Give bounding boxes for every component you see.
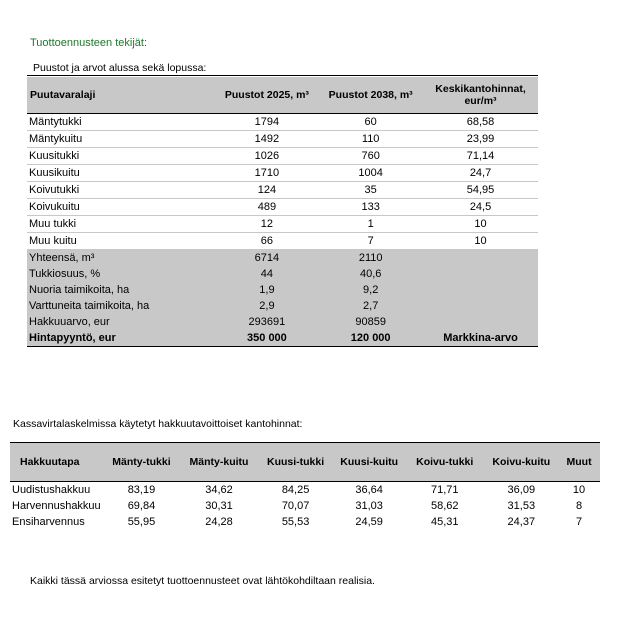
- table1-summary-row-value: [423, 250, 538, 267]
- table1-row-label: Kuusitukki: [27, 148, 216, 165]
- table1-row-value: 1710: [216, 165, 319, 182]
- table1-summary-row-value: 6714: [216, 250, 319, 267]
- table1-row-value: 760: [318, 148, 423, 165]
- table2-row-value: 36,09: [507, 484, 536, 496]
- table1-row-value: 24,7: [423, 165, 538, 182]
- table1-summary-row-label: Nuoria taimikoita, ha: [27, 282, 216, 298]
- table1-row: [27, 199, 538, 216]
- table1-summary-row-value: 350 000: [216, 330, 319, 347]
- table1-row-value: 133: [318, 199, 423, 216]
- table1-row-value: 54,95: [423, 182, 538, 199]
- table1-summary-row-value: [423, 282, 538, 298]
- table1-row-value: 1794: [216, 114, 319, 131]
- table1-row: [27, 182, 538, 199]
- table1-summary-row-value: 9,2: [318, 282, 423, 298]
- table1-row-value: 1492: [216, 131, 319, 148]
- table1-summary-row-value: [423, 266, 538, 282]
- table1-summary-row-value: 2110: [318, 250, 423, 267]
- table1-row: [27, 216, 538, 233]
- table1-header-cell: Puustot 2025, m³: [216, 77, 319, 114]
- table1-row-value: 110: [318, 131, 423, 148]
- table2-header-cell: Mänty-tukki: [103, 443, 181, 482]
- table2-row: [10, 498, 600, 514]
- table1-caption: Puustot ja arvot alussa sekä lopussa:: [33, 62, 207, 74]
- table1-summary-row: [27, 314, 538, 330]
- table2-row-value: 8: [575, 500, 583, 512]
- table1-row-value: 60: [318, 114, 423, 131]
- table2-header-cell: Kuusi-kuitu: [333, 443, 405, 482]
- table2-header-cell: Muut: [558, 443, 600, 482]
- table1-row-value: 24,5: [423, 199, 538, 216]
- table1-row-value: 12: [216, 216, 319, 233]
- table1-row-value: 489: [216, 199, 319, 216]
- table2-row-value: 55,53: [281, 516, 310, 528]
- table1-row-value: 1026: [216, 148, 319, 165]
- table2-row-value: 58,62: [430, 500, 459, 512]
- footer-note: Kaikki tässä arviossa esitetyt tuottoennusteet ovat lähtökohdiltaan realisia.: [30, 575, 375, 587]
- table1-row-value: 10: [423, 233, 538, 250]
- table2-row-value: 7: [575, 516, 583, 528]
- table1-summary-row-value: 40,6: [318, 266, 423, 282]
- stumpage-price-table: [10, 443, 600, 530]
- table1-summary-row-value: Markkina-arvo: [423, 330, 538, 347]
- table1-row: [27, 131, 538, 148]
- table1-summary-row-value: 44: [216, 266, 319, 282]
- table2-row-value: 36,64: [355, 484, 383, 496]
- table2-row: [10, 514, 600, 530]
- table2-header-cell: Koivu-kuitu: [485, 443, 559, 482]
- table2-header-row: [10, 443, 600, 482]
- table1-summary-row-value: 2,9: [216, 298, 319, 314]
- table1-summary-row: [27, 266, 538, 282]
- table2-row-value: 31,03: [355, 500, 383, 512]
- table1-summary-row-label: Varttuneita taimikoita, ha: [27, 298, 216, 314]
- table1-header-row: [27, 77, 538, 114]
- table1-header-cell: Puutavaralaji: [27, 77, 216, 114]
- table1-row-label: Mäntytukki: [27, 114, 216, 131]
- table1-row-label: Muu kuitu: [27, 233, 216, 250]
- table1-summary-row: [27, 298, 538, 314]
- table1-row: [27, 148, 538, 165]
- table1-row-value: 1004: [318, 165, 423, 182]
- table2-row: [10, 482, 600, 499]
- table2-row-value: 71,71: [430, 484, 459, 496]
- table1-row-value: 23,99: [423, 131, 538, 148]
- table1-row: [27, 114, 538, 131]
- table1-row-value: 10: [423, 216, 538, 233]
- table2-row-label: Ensiharvennus: [12, 516, 85, 528]
- table1-row: [27, 165, 538, 182]
- table1-row-value: 1: [318, 216, 423, 233]
- table1-row-label: Koivukuitu: [27, 199, 216, 216]
- table1-summary-row-value: 120 000: [318, 330, 423, 347]
- table2-row-value: 24,37: [507, 516, 536, 528]
- table1-row-value: 66: [216, 233, 319, 250]
- table1-summary-row: [27, 282, 538, 298]
- table1-summary-row-value: 1,9: [216, 282, 319, 298]
- table2-header-cell: Kuusi-tukki: [258, 443, 334, 482]
- table1-summary-row-value: 90859: [318, 314, 423, 330]
- table2-row-value: 83,19: [127, 484, 156, 496]
- table2-row-value: 24,59: [355, 516, 383, 528]
- table2-header-cell: Hakkuutapa: [10, 443, 103, 482]
- table2-row-label: Uudistushakkuu: [12, 484, 91, 496]
- table1-top-rule: [27, 75, 538, 76]
- table1-summary-row-value: [423, 298, 538, 314]
- table1-summary-row-value: 293691: [216, 314, 319, 330]
- table2-row-value: 31,53: [507, 500, 536, 512]
- table2-row-value: 34,62: [205, 484, 233, 496]
- table1-summary-row-label: Hintapyyntö, eur: [27, 330, 216, 347]
- stand-volume-table: [27, 77, 538, 347]
- table2-row-label: Harvennushakkuu: [12, 500, 101, 512]
- table1-row-value: 68,58: [423, 114, 538, 131]
- table1-row-label: Kuusikuitu: [27, 165, 216, 182]
- table2-row-value: 24,28: [205, 516, 233, 528]
- table1-summary-row: [27, 330, 538, 347]
- table1-row-label: Koivutukki: [27, 182, 216, 199]
- table1-row-label: Mäntykuitu: [27, 131, 216, 148]
- table1-row-label: Muu tukki: [27, 216, 216, 233]
- table1-row-value: 35: [318, 182, 423, 199]
- table2-caption: Kassavirtalaskelmissa käytetyt hakkuutavoittoiset kantohinnat:: [13, 418, 303, 430]
- section-heading: Tuottoennusteen tekijät:: [30, 37, 148, 49]
- table1-row-value: 71,14: [423, 148, 538, 165]
- table1-summary-row-value: [423, 314, 538, 330]
- table2-header-cell: Mänty-kuitu: [180, 443, 258, 482]
- table2-header-cell: Koivu-tukki: [405, 443, 485, 482]
- table1-header-cell: Keskikantohinnat, eur/m³: [423, 77, 538, 114]
- table1-header-cell: Puustot 2038, m³: [318, 77, 423, 114]
- table1-summary-row: [27, 250, 538, 267]
- table1-row: [27, 233, 538, 250]
- table1-summary-row-label: Tukkiosuus, %: [27, 266, 216, 282]
- table2-row-value: 55,95: [127, 516, 156, 528]
- table2-row-value: 70,07: [281, 500, 310, 512]
- table2-row-value: 30,31: [205, 500, 233, 512]
- table2-row-value: 10: [572, 484, 586, 496]
- table1-row-value: 124: [216, 182, 319, 199]
- table2-row-value: 84,25: [281, 484, 310, 496]
- table2-row-value: 69,84: [127, 500, 156, 512]
- table1-summary-row-label: Hakkuuarvo, eur: [27, 314, 216, 330]
- table2-row-value: 45,31: [430, 516, 459, 528]
- table1-summary-row-value: 2,7: [318, 298, 423, 314]
- table1-summary-row-label: Yhteensä, m³: [27, 250, 216, 267]
- table1-row-value: 7: [318, 233, 423, 250]
